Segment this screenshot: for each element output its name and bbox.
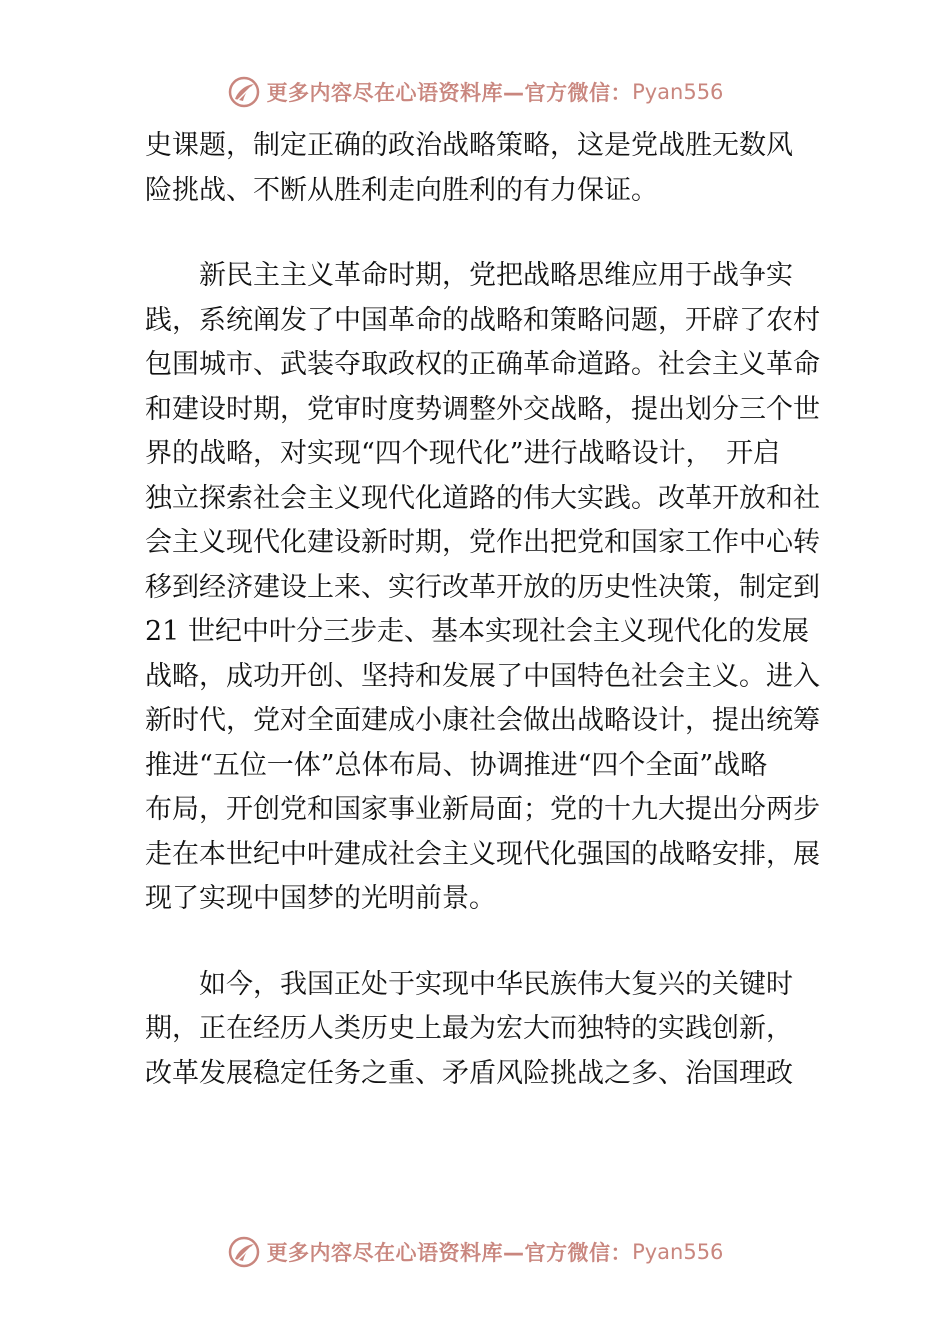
banner-text: 更多内容尽在心语资料库—官方微信： xyxy=(266,1241,633,1265)
paragraph xyxy=(145,124,830,213)
banner-wechat-id: Pyan556 xyxy=(632,1240,724,1264)
text-line: 会主义现代化建设新时期，党作出把党和国家工作中心转 xyxy=(145,527,820,558)
banner-wechat-id: Pyan556 xyxy=(632,80,724,104)
text-line: 独立探索社会主义现代化道路的伟大实践。改革开放和社 xyxy=(145,482,820,514)
document-body xyxy=(145,124,830,1096)
paragraph xyxy=(145,254,830,922)
brand-logo-icon xyxy=(227,75,261,109)
text-line: 走在本世纪中叶建成社会主义现代化强国的战略安排，展 xyxy=(145,838,820,870)
text-line: 布局，开创党和国家事业新局面；党的十九大提出分两步 xyxy=(145,794,820,825)
text-line: 移到经济建设上来、实行改革开放的历史性决策，制定到 xyxy=(145,571,820,603)
brand-logo-icon xyxy=(227,1235,261,1269)
text-line: 践，系统阐发了中国革命的战略和策略问题，开辟了农村 xyxy=(145,304,820,336)
text-line: 如今，我国正处于实现中华民族伟大复兴的关键时 xyxy=(145,968,793,1000)
text-line: 史课题，制定正确的政治战略策略，这是党战胜无数风 xyxy=(145,130,793,161)
text-line: 期，正在经历人类历史上最为宏大而独特的实践创新， xyxy=(145,1013,793,1044)
text-line: 战略，成功开创、坚持和发展了中国特色社会主义。进入 xyxy=(145,660,820,692)
header-watermark xyxy=(0,70,950,114)
text-line: 推进“五位一体”总体布局、协调推进“四个全面”战略 xyxy=(145,749,768,781)
text-line: 新时代，党对全面建成小康社会做出战略设计，提出统筹 xyxy=(145,705,820,736)
footer-watermark xyxy=(0,1230,950,1274)
text-line: 包围城市、武装夺取政权的正确革命道路。社会主义革命 xyxy=(145,349,820,380)
text-line: 界的战略，对实现“四个现代化”进行战略设计， 开启 xyxy=(145,438,781,469)
text-line: 21 世纪中叶分三步走、基本实现社会主义现代化的发展 xyxy=(145,616,809,647)
text-line: 险挑战、不断从胜利走向胜利的有力保证。 xyxy=(145,174,658,206)
text-line: 和建设时期，党审时度势调整外交战略，提出划分三个世 xyxy=(145,393,820,425)
banner-text: 更多内容尽在心语资料库—官方微信： xyxy=(266,81,633,105)
paragraph xyxy=(145,963,830,1097)
text-line: 改革发展稳定任务之重、矛盾风险挑战之多、治国理政 xyxy=(145,1057,793,1089)
text-line: 现了实现中国梦的光明前景。 xyxy=(145,883,496,914)
text-line: 新民主主义革命时期，党把战略思维应用于战争实 xyxy=(145,260,793,291)
